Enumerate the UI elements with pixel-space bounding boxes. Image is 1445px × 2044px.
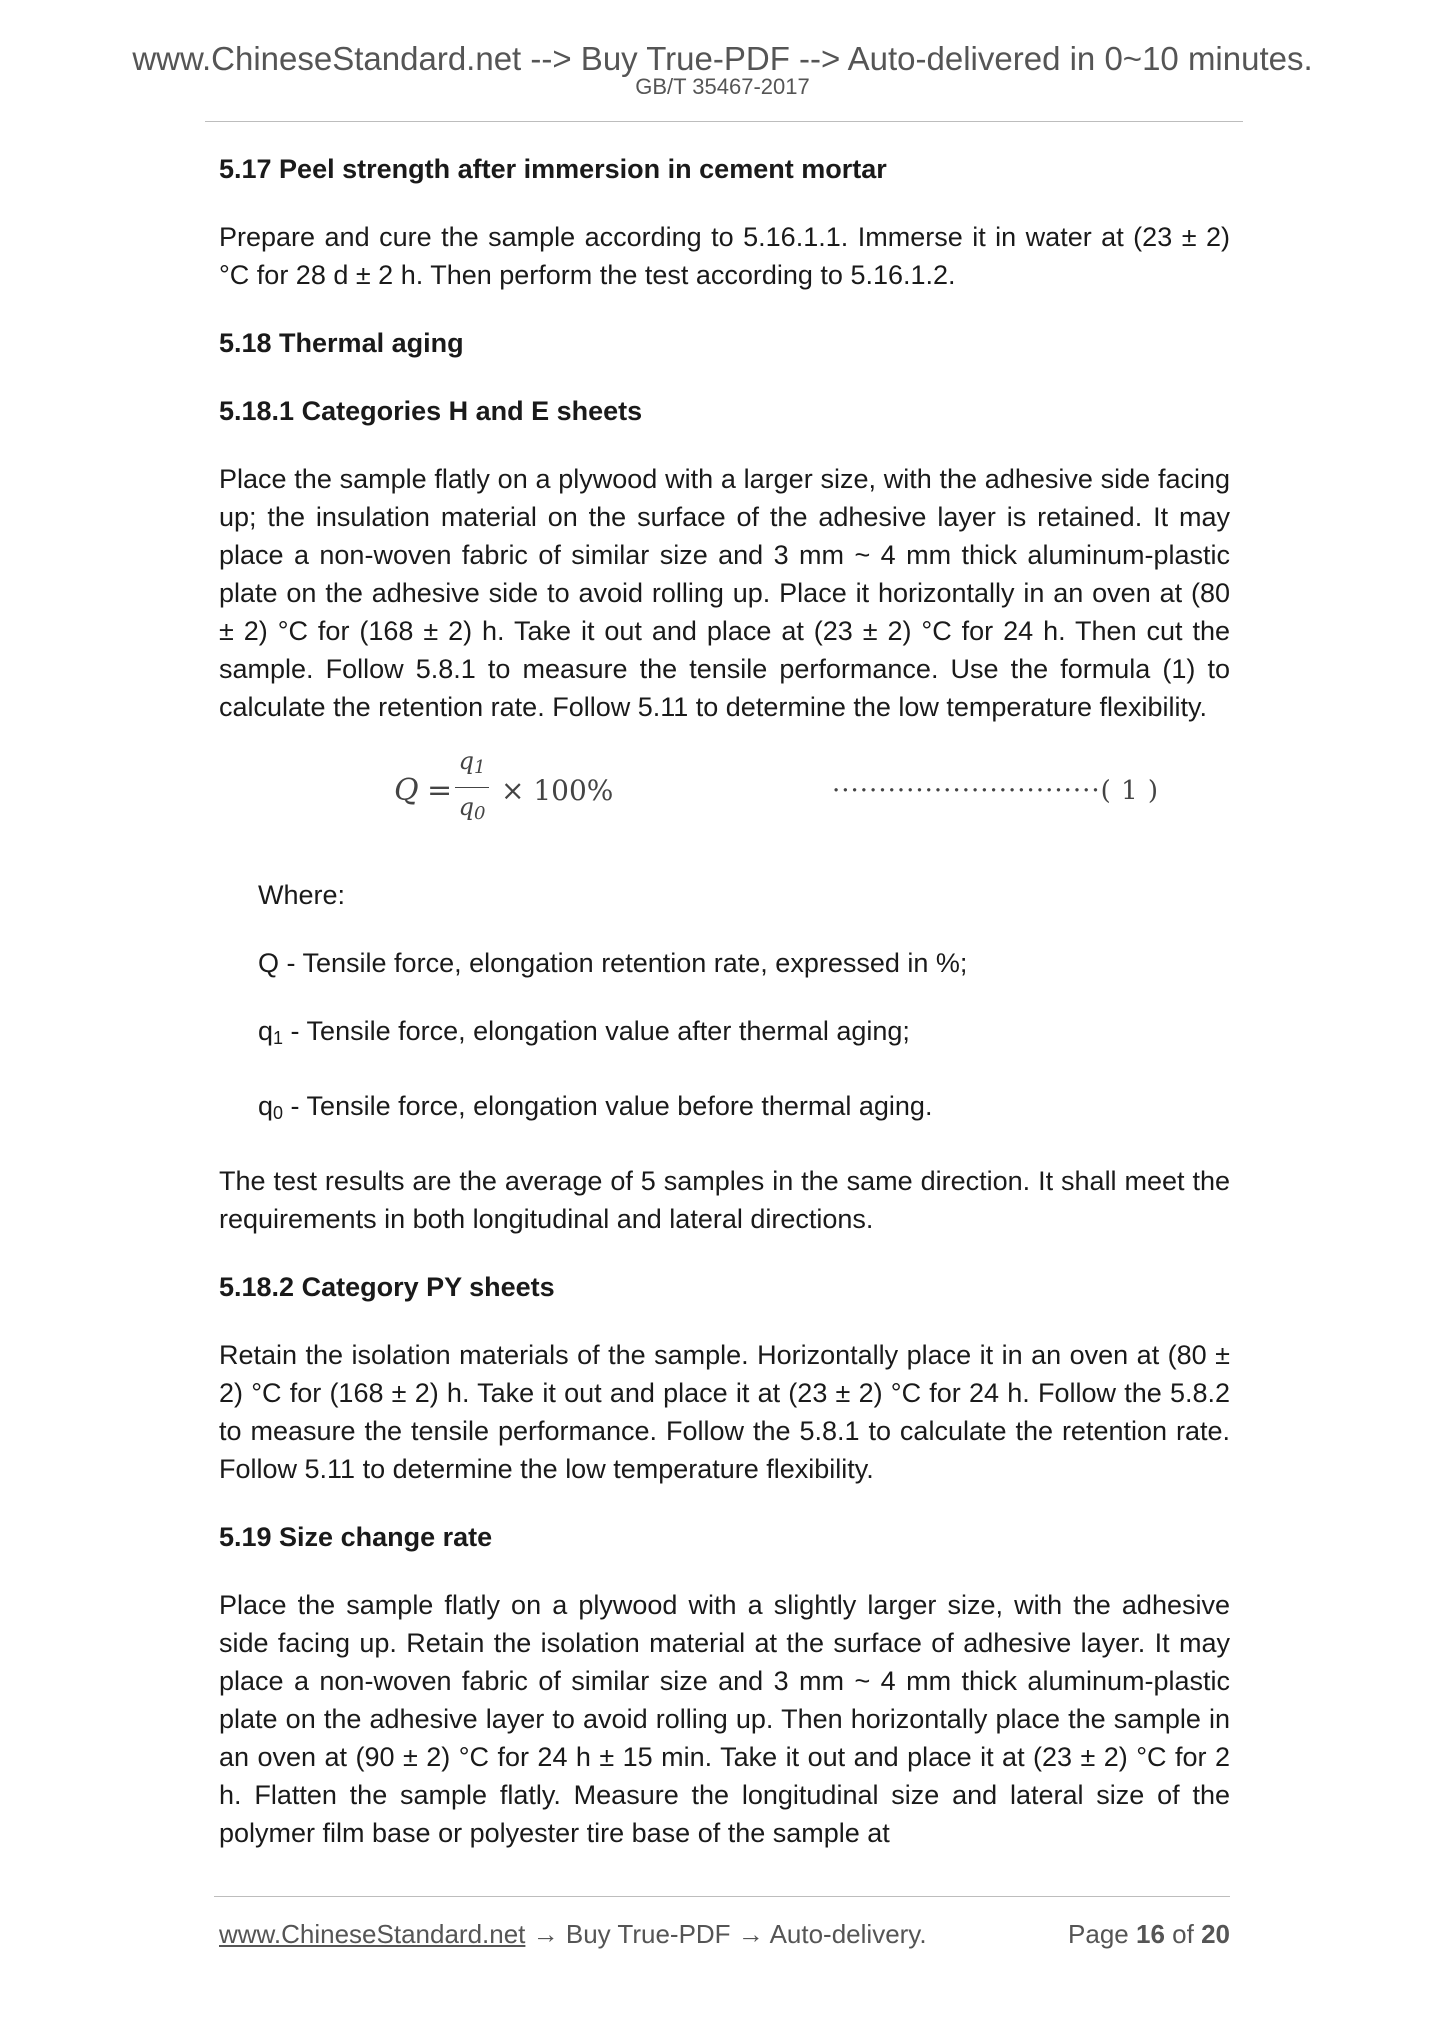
footer-link[interactable]: www.ChineseStandard.net <box>219 1919 526 1949</box>
formula-fraction <box>455 746 489 829</box>
footer <box>219 1918 1230 1950</box>
footer-divider <box>214 1896 1230 1897</box>
top-banner: www.ChineseStandard.net --> Buy True-PDF --> Auto-delivered in 0~10 minutes. <box>132 40 1313 77</box>
page-content <box>219 150 1230 1852</box>
page-current: 16 <box>1136 1919 1165 1949</box>
footer-text: → Buy True-PDF → Auto-delivery. <box>525 1919 927 1949</box>
where-q1: $q_1$ - Tensile force, elongation value after thermal aging; <box>258 1016 910 1048</box>
paragraph-5-17: Prepare and cure the sample according to 5.16.1.1. Immerse it in water at (23 ± 2) °C for 28 d ± 2 h. Then perform the test according to 5.16.1.2. <box>219 222 1230 290</box>
formula-equals: = <box>427 773 453 808</box>
paragraph-5-18-2: Retain the isolation materials of the sample. Horizontally place it in an oven at (80 ± 2) °C for (168 ± 2) h. Take it out and place it at (23 ± 2) °C for 24 h. Follow the 5.8.2 to measure the tensile performance. Follow the 5.8.1 to calculate the retention rate. Follow 5.11 to determine the low temperature flexibility. <box>219 1340 1230 1484</box>
where-q: Q - Tensile force, elongation retention rate, expressed in %; <box>258 948 968 978</box>
formula-numerator: $q_1$ <box>458 747 486 778</box>
heading-5-17: 5.17 Peel strength after immersion in cement mortar <box>219 154 887 184</box>
heading-5-18: 5.18 Thermal aging <box>219 328 464 358</box>
header-divider <box>205 121 1243 122</box>
where-label: Where: <box>258 880 346 910</box>
page-total: 20 <box>1201 1919 1230 1949</box>
formula-label: ·····························( 1 ) <box>832 776 1160 806</box>
formula-lhs: Q <box>394 773 419 808</box>
heading-5-18-2: 5.18.2 Category PY sheets <box>219 1272 555 1302</box>
formula-denominator: $q_0$ <box>458 793 486 824</box>
formula-times: × 100% <box>501 774 614 807</box>
paragraph-5-19: Place the sample flatly on a plywood with a slightly larger size, with the adhesive side facing up. Retain the isolation material at the surface of adhesive layer. It may place a non-woven fabric of similar size and 3 mm ~ 4 mm thick aluminum-plastic plate on the adhesive layer to avoid rolling up. Then horizontally place the sample in an oven at (90 ± 2) °C for 24 h ± 15 min. Take it out and place it at (23 ± 2) °C for 2 h. Flatten the sample flatly. Measure the longitudinal size and lateral size of the polymer film base or polyester tire base of the sample at <box>219 1590 1230 1848</box>
paragraph-test-results: The test results are the average of 5 samples in the same direction. It shall meet the requirements in both longitudinal and lateral directions. <box>219 1166 1230 1234</box>
formula-1 <box>219 746 1230 846</box>
heading-5-19: 5.19 Size change rate <box>219 1522 493 1552</box>
page-number: Page 16 of 20 <box>1068 1919 1230 1949</box>
where-q0: $q_0$ - Tensile force, elongation value before thermal aging. <box>258 1091 933 1123</box>
fraction-bar <box>455 787 489 788</box>
heading-5-18-1: 5.18.1 Categories H and E sheets <box>219 396 643 426</box>
document-code: GB/T 35467-2017 <box>635 74 810 99</box>
paragraph-5-18-1: Place the sample flatly on a plywood with a larger size, with the adhesive side facing up; the insulation material on the surface of the adhesive layer is retained. It may place a non-woven fabric of similar size and 3 mm ~ 4 mm thick aluminum-plastic plate on the adhesive side to avoid rolling up. Place it horizontally in an oven at (80 ± 2) °C for (168 ± 2) h. Take it out and place at (23 ± 2) °C for 24 h. Then cut the sample. Follow 5.8.1 to measure the tensile performance. Use the formula (1) to calculate the retention rate. Follow 5.11 to determine the low temperature flexibility. <box>219 464 1230 722</box>
